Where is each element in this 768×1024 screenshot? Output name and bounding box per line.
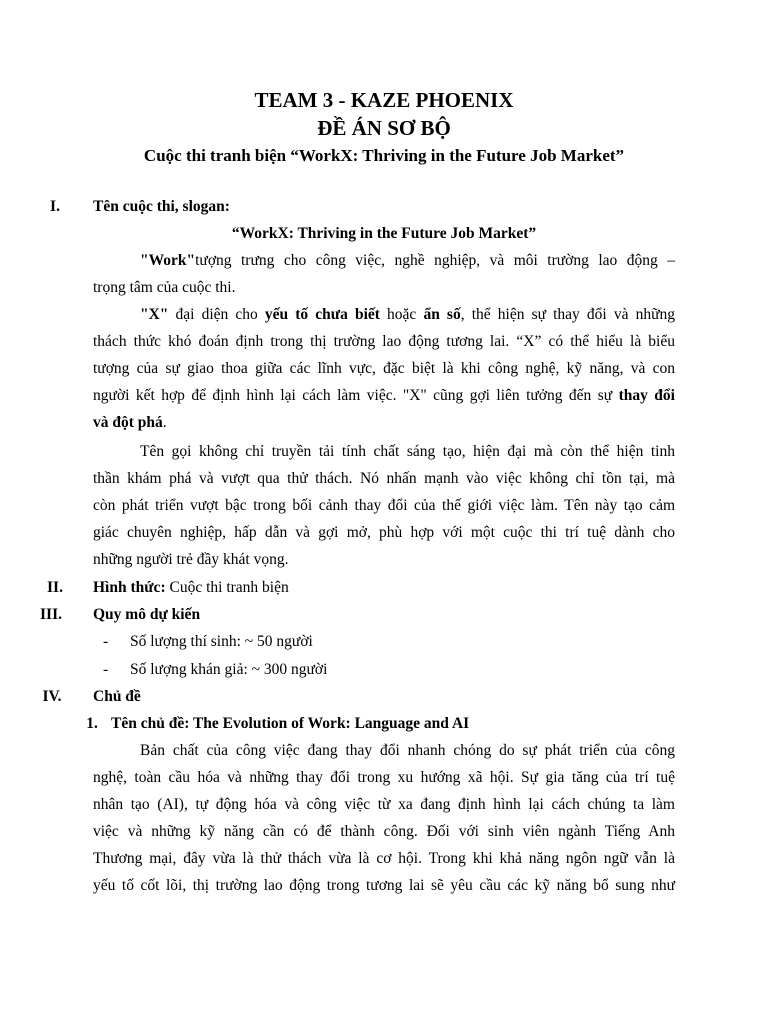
text-span: . bbox=[162, 414, 167, 431]
list-item-audience: Số lượng khán giả: ~ 300 người bbox=[130, 661, 328, 678]
bold-breakthrough: và đột phá bbox=[93, 414, 163, 431]
topic-paragraph-line-5: Thương mại, đây vừa là thử thách vừa là cơ hội. Trong khi khả năng ngôn ngữ vẫn là bbox=[93, 850, 675, 867]
section-form bbox=[93, 578, 675, 598]
paragraph-name-line-1: Tên gọi không chỉ truyền tải tính chất sáng tạo, hiện đại mà còn thể hiện tinh bbox=[140, 443, 675, 460]
slogan: “WorkX: Thriving in the Future Job Market” bbox=[231, 225, 537, 242]
topic-heading: Tên chủ đề: The Evolution of Work: Language and AI bbox=[111, 715, 470, 732]
work-term: "Work" bbox=[140, 252, 196, 269]
section-heading-4: Chủ đề bbox=[93, 688, 141, 705]
paragraph-name-line-3: còn phát triển vượt bậc trong bối cảnh thay đổi của thế giới việc làm. Tên này tạo cảm bbox=[93, 497, 675, 514]
paragraph-x-line-2: thách thức khó đoán định trong thị trường lao động tương lai. “X” có thể hiểu là biểu bbox=[93, 333, 675, 350]
form-value: Cuộc thi tranh biện bbox=[165, 579, 289, 596]
section-number-1: I. bbox=[50, 198, 60, 215]
paragraph-x-line-1 bbox=[140, 305, 675, 325]
paragraph-work-line-1 bbox=[140, 251, 675, 271]
topic-paragraph-line-1: Bản chất của công việc đang thay đổi nhanh chóng do sự phát triển của công bbox=[140, 742, 675, 759]
bold-unknown-factor: yếu tố chưa biết bbox=[264, 306, 380, 323]
section-heading-3: Quy mô dự kiến bbox=[93, 606, 201, 623]
section-number-4: IV. bbox=[42, 688, 62, 705]
document-type-title: ĐỀ ÁN SƠ BỘ bbox=[317, 116, 451, 140]
topic-paragraph-line-4: việc và những kỹ năng cần có để thành công. Đối với sinh viên ngành Tiếng Anh bbox=[93, 823, 675, 840]
paragraph-name-line-4: giác chuyên nghiệp, hấp dẫn và gợi mở, phù hợp với một cuộc thi trí tuệ dành cho bbox=[93, 524, 675, 541]
text-span: , thể hiện sự thay đổi và những bbox=[460, 306, 676, 323]
paragraph-x-line-4 bbox=[93, 386, 675, 406]
paragraph-name-line-5: những người trẻ đầy khát vọng. bbox=[93, 551, 289, 568]
section-heading-1: Tên cuộc thi, slogan: bbox=[93, 198, 230, 215]
topic-paragraph-line-2: nghệ, toàn cầu hóa và những thay đổi trong xu hướng xã hội. Sự gia tăng của trí tuệ bbox=[93, 769, 675, 786]
text-span: người kết hợp để định hình lại cách làm việc. "X" cũng gợi liên tưởng đến sự bbox=[93, 387, 619, 404]
paragraph-work-text: tượng trưng cho công việc, nghề nghiệp, và môi trường lao động – bbox=[195, 252, 675, 269]
section-number-3: III. bbox=[40, 606, 62, 623]
bold-unknown: ẩn số bbox=[423, 306, 461, 323]
team-title: TEAM 3 - KAZE PHOENIX bbox=[254, 88, 514, 112]
list-bullet: - bbox=[103, 661, 109, 678]
paragraph-x-line-5 bbox=[93, 413, 675, 433]
list-item-contestants: Số lượng thí sinh: ~ 50 người bbox=[130, 633, 313, 650]
text-span: đại diện cho bbox=[168, 306, 265, 323]
competition-subtitle: Cuộc thi tranh biện “WorkX: Thriving in the Future Job Market” bbox=[143, 146, 625, 165]
list-bullet: - bbox=[103, 633, 109, 650]
paragraph-work-line-2: trọng tâm của cuộc thi. bbox=[93, 279, 236, 296]
topic-paragraph-line-6: yếu tố cốt lõi, thị trường lao động trong tương lai sẽ yêu cầu các kỹ năng bổ sung như bbox=[93, 877, 675, 894]
section-number-2: II. bbox=[47, 579, 63, 596]
paragraph-x-line-3: tượng của sự giao thoa giữa các lĩnh vực, đặc biệt là khi công nghệ, kỹ năng, và con bbox=[93, 360, 675, 377]
paragraph-name-line-2: thần khám phá và vượt qua thử thách. Nó nhấn mạnh vào việc không chỉ tồn tại, mà bbox=[93, 470, 675, 487]
subsection-number: 1. bbox=[86, 715, 98, 732]
form-label: Hình thức: bbox=[93, 579, 166, 596]
bold-change: thay đổi bbox=[618, 387, 675, 404]
topic-paragraph-line-3: nhân tạo (AI), tự động hóa và công việc từ xa đang định hình lại cách chúng ta làm bbox=[93, 796, 675, 813]
x-term: "X" bbox=[140, 306, 169, 323]
text-span: hoặc bbox=[379, 306, 424, 323]
